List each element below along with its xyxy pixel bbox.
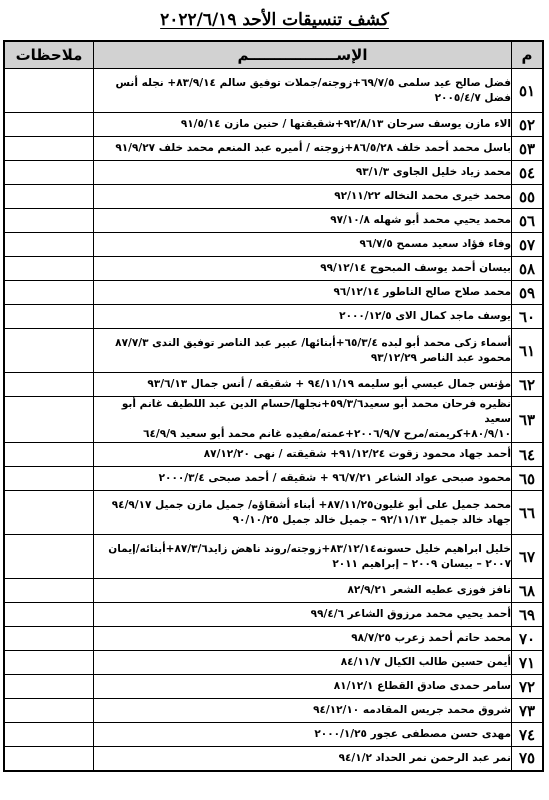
table-body	[4, 69, 543, 771]
row-name: نظيره فرحان محمد أبو سعيد٥٩/٣/٦+نجلها/حسام الدين عبد اللطيف غانم أبو سعيد ٨٠/٩/١٠+كريمته/مرح ٢٠٠٦/٩/٧+عمته/مفيده غانم محمد أبو سعيد ٦٤/٩/٩	[94, 397, 512, 443]
row-notes	[4, 535, 94, 579]
table-row	[4, 329, 543, 373]
row-notes	[4, 161, 94, 185]
row-name: أحمد جهاد محمود زقوت ٩١/١٢/٢٤+ شقيقته / نهى ٨٧/١٢/٢٠	[94, 443, 512, 467]
header-notes: ملاحظات	[4, 41, 94, 69]
row-notes	[4, 185, 94, 209]
row-notes	[4, 329, 94, 373]
row-notes	[4, 373, 94, 397]
row-number: ٥٢	[512, 113, 544, 137]
table-row	[4, 233, 543, 257]
row-number: ٦٨	[512, 579, 544, 603]
row-number: ٦٩	[512, 603, 544, 627]
row-notes	[4, 491, 94, 535]
row-number: ٦٣	[512, 397, 544, 443]
row-number: ٧١	[512, 651, 544, 675]
row-notes	[4, 233, 94, 257]
row-number: ٦٧	[512, 535, 544, 579]
row-name: فضل صالح عيد سلمى ٦٩/٧/٥+زوجته/جملات توفيق سالم ٨٣/٩/١٤+ نجله أنس فضل ٢٠٠٥/٤/٧	[94, 69, 512, 113]
row-name: أسماء زكى محمد أبو لبده ٦٥/٣/٤+أبنائها/ عبير عبد الناصر توفيق الندى ٨٧/٧/٣ محمود عبد الناصر ٩٣/١٢/٢٩	[94, 329, 512, 373]
table-row	[4, 443, 543, 467]
row-notes	[4, 113, 94, 137]
table-header-row	[4, 41, 543, 69]
row-number: ٥٧	[512, 233, 544, 257]
row-number: ٧٣	[512, 699, 544, 723]
table-row	[4, 113, 543, 137]
row-name: أحمد يحيي محمد مرزوق الشاعر ٩٩/٤/٦	[94, 603, 512, 627]
row-name: مهدى حسن مصطفى عجور ٢٠٠٠/١/٢٥	[94, 723, 512, 747]
row-name: أيمن حسين طالب الكيال ٨٤/١١/٧	[94, 651, 512, 675]
table-row	[4, 161, 543, 185]
row-number: ٥٩	[512, 281, 544, 305]
roster-table	[3, 40, 544, 772]
row-notes	[4, 397, 94, 443]
page-title: كشف تنسيقات الأحد ٢٠٢٢/٦/١٩	[160, 10, 389, 30]
row-number: ٦٤	[512, 443, 544, 467]
row-number: ٥٨	[512, 257, 544, 281]
row-number: ٥٣	[512, 137, 544, 161]
row-name: نمر عبد الرحمن نمر الحداد ٩٤/١/٢	[94, 747, 512, 771]
row-notes	[4, 603, 94, 627]
table-row	[4, 467, 543, 491]
row-number: ٧٢	[512, 675, 544, 699]
row-name: بيسان أحمد يوسف المبحوح ٩٩/١٢/١٤	[94, 257, 512, 281]
row-name: وفاء فؤاد سعيد مسمح ٩٦/٧/٥	[94, 233, 512, 257]
row-number: ٥١	[512, 69, 544, 113]
table-row	[4, 185, 543, 209]
row-number: ٦٥	[512, 467, 544, 491]
table-row	[4, 209, 543, 233]
table-row	[4, 651, 543, 675]
table-row	[4, 397, 543, 443]
row-number: ٦٠	[512, 305, 544, 329]
row-notes	[4, 747, 94, 771]
row-number: ٧٠	[512, 627, 544, 651]
row-notes	[4, 675, 94, 699]
row-name: محمود صبحى عواد الشاعر ٩٦/٧/٢١ + شقيقه / أحمد صبحى ٢٠٠٠/٣/٤	[94, 467, 512, 491]
header-number: م	[512, 41, 544, 69]
table-row	[4, 723, 543, 747]
table-row	[4, 69, 543, 113]
table-row	[4, 137, 543, 161]
row-name: نافز فوزى عطيه الشعر ٨٢/٩/٢١	[94, 579, 512, 603]
row-notes	[4, 305, 94, 329]
table-row	[4, 579, 543, 603]
row-number: ٦١	[512, 329, 544, 373]
row-name: شروق محمد جريس المقادمه ٩٤/١٢/١٠	[94, 699, 512, 723]
row-name: محمد جميل على أبو غليون٨٧/١١/٢٥+ أبناء أشقاؤه/ جميل مازن جميل ٩٤/٩/١٧ جهاد خالد جميل ٩٢/١١/١٣ – جميل خالد جميل ٩٠/١٠/٢٥	[94, 491, 512, 535]
row-notes	[4, 723, 94, 747]
row-name: باسل محمد أحمد خلف ٨٦/٥/٢٨+زوجته / أميره عبد المنعم محمد خلف ٩١/٩/٢٧	[94, 137, 512, 161]
row-notes	[4, 627, 94, 651]
row-name: محمد حاتم أحمد زعرب ٩٨/٧/٢٥	[94, 627, 512, 651]
table-row	[4, 257, 543, 281]
row-number: ٥٦	[512, 209, 544, 233]
row-notes	[4, 699, 94, 723]
row-notes	[4, 69, 94, 113]
row-number: ٥٤	[512, 161, 544, 185]
row-name: محمد صلاح صالح الناطور ٩٦/١٢/١٤	[94, 281, 512, 305]
row-name: مؤنس جمال عيسي أبو سليمه ٩٤/١١/١٩ + شقيقه / أنس جمال ٩٣/٦/١٣	[94, 373, 512, 397]
row-number: ٧٥	[512, 747, 544, 771]
row-notes	[4, 281, 94, 305]
row-number: ٥٥	[512, 185, 544, 209]
row-number: ٧٤	[512, 723, 544, 747]
row-name: الاء مازن يوسف سرحان ٩٢/٨/١٣+شقيقتها / حنين مازن ٩١/٥/١٤	[94, 113, 512, 137]
table-row	[4, 603, 543, 627]
row-notes	[4, 257, 94, 281]
row-notes	[4, 651, 94, 675]
row-notes	[4, 579, 94, 603]
row-name: محمد يحيي محمد أبو شهله ٩٧/١٠/٨	[94, 209, 512, 233]
row-notes	[4, 137, 94, 161]
table-row	[4, 373, 543, 397]
row-number: ٦٢	[512, 373, 544, 397]
table-row	[4, 627, 543, 651]
table-row	[4, 747, 543, 771]
row-name: يوسف ماجد كمال الاى ٢٠٠٠/١٢/٥	[94, 305, 512, 329]
row-name: محمد زياد خليل الجاوى ٩٣/١/٣	[94, 161, 512, 185]
table-row	[4, 281, 543, 305]
table-row	[4, 675, 543, 699]
table-row	[4, 305, 543, 329]
row-name: خليل ابراهيم خليل حسونه٨٣/١٢/١٤+زوجته/روند ناهض زايد٨٧/٣/٦+أبنائه/إيمان ٢٠٠٧ – بيسان ٢٠٠٩ – إبراهيم ٢٠١١	[94, 535, 512, 579]
row-name: محمد خيرى محمد النخاله ٩٢/١١/٢٢	[94, 185, 512, 209]
table-row	[4, 491, 543, 535]
row-notes	[4, 443, 94, 467]
header-name: الإســـــــــــــــــم	[94, 41, 512, 69]
row-notes	[4, 209, 94, 233]
table-row	[4, 699, 543, 723]
table-row	[4, 535, 543, 579]
row-number: ٦٦	[512, 491, 544, 535]
row-notes	[4, 467, 94, 491]
row-name: سامر حمدى صادق القطاع ٨١/١٢/١	[94, 675, 512, 699]
